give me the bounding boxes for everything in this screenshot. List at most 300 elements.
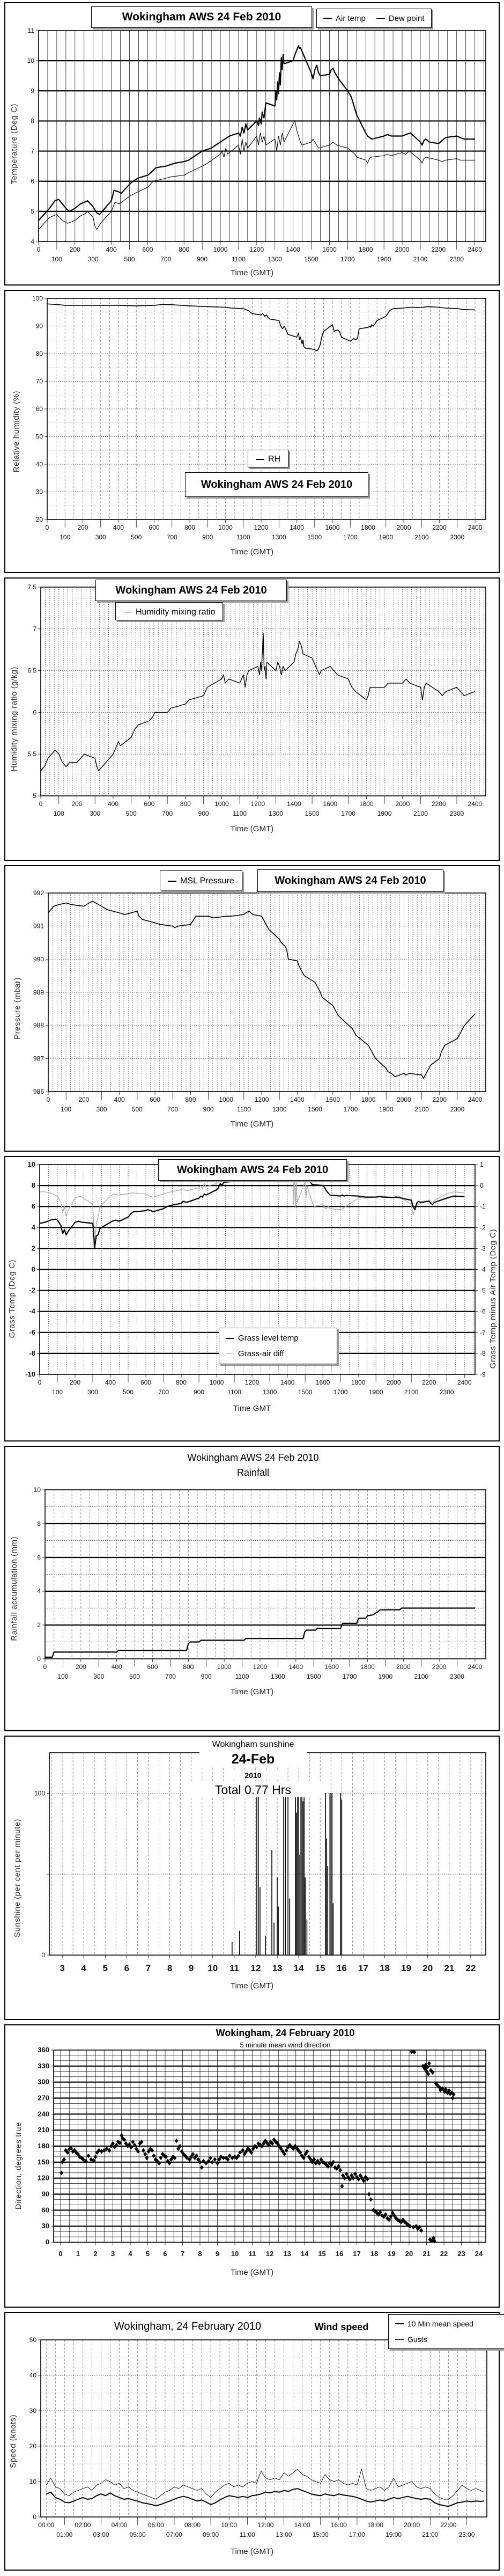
legend-entry: [395, 2335, 427, 2344]
svg-text:4: 4: [81, 1963, 86, 1973]
svg-text:300: 300: [87, 255, 99, 263]
svg-text:5: 5: [102, 1963, 108, 1973]
svg-text:0: 0: [39, 800, 43, 808]
svg-text:2300: 2300: [439, 1388, 454, 1396]
svg-text:6: 6: [31, 177, 34, 185]
svg-text:8: 8: [198, 2250, 202, 2258]
x-axis-label: Time (GMT): [230, 824, 274, 833]
svg-text:9: 9: [188, 1963, 194, 1973]
grass-temp-plot: [5, 1157, 499, 1440]
svg-text:18:00: 18:00: [367, 2521, 384, 2529]
svg-text:400: 400: [105, 1379, 116, 1386]
svg-text:12: 12: [265, 2250, 274, 2258]
svg-text:14: 14: [300, 2250, 309, 2258]
svg-text:2200: 2200: [432, 1096, 447, 1103]
svg-text:08:00: 08:00: [184, 2521, 201, 2529]
y-axis-label-wrap: [9, 2313, 18, 2570]
legend-label: 10 Min mean speed: [407, 2319, 473, 2328]
svg-text:1400: 1400: [290, 1096, 305, 1103]
svg-text:988: 988: [33, 1021, 44, 1029]
svg-text:100: 100: [32, 295, 43, 302]
svg-text:20: 20: [29, 2442, 36, 2450]
legend-label: Dew point: [388, 13, 425, 23]
svg-text:14: 14: [293, 1963, 304, 1973]
svg-text:2400: 2400: [468, 1663, 483, 1671]
svg-text:18: 18: [370, 2250, 379, 2258]
svg-text:-5: -5: [480, 1286, 486, 1294]
svg-text:2400: 2400: [457, 1379, 472, 1386]
svg-text:100: 100: [53, 810, 64, 817]
svg-text:2200: 2200: [431, 800, 446, 808]
svg-text:1500: 1500: [305, 810, 320, 817]
y-axis-label: Pressure (mbar): [13, 977, 22, 1040]
legend-label: Grass-air diff: [238, 1349, 284, 1358]
svg-text:990: 990: [33, 955, 44, 963]
svg-text:210: 210: [38, 2126, 49, 2134]
legend: [219, 1328, 337, 1364]
svg-text:270: 270: [38, 2094, 49, 2102]
svg-text:22: 22: [465, 1963, 476, 1973]
svg-text:01:00: 01:00: [56, 2531, 73, 2538]
chart-panel-rainfall: [4, 1446, 500, 1731]
svg-text:100: 100: [34, 1789, 45, 1797]
svg-text:17: 17: [358, 1963, 368, 1973]
svg-text:0: 0: [43, 1663, 47, 1671]
svg-text:1300: 1300: [271, 1673, 285, 1680]
svg-text:500: 500: [129, 1673, 140, 1680]
svg-text:2000: 2000: [386, 1379, 401, 1386]
svg-text:0: 0: [58, 2250, 63, 2258]
svg-text:2100: 2100: [414, 1106, 429, 1113]
svg-text:2: 2: [37, 1621, 41, 1629]
svg-text:600: 600: [149, 524, 160, 531]
svg-text:1900: 1900: [368, 1388, 383, 1396]
svg-text:40: 40: [29, 2372, 36, 2379]
y-axis-label: Grass Temp (Deg C): [8, 1259, 17, 1338]
svg-text:40: 40: [35, 460, 43, 468]
svg-text:1600: 1600: [323, 800, 338, 808]
svg-text:50: 50: [29, 2336, 36, 2344]
pressure-plot: [5, 866, 499, 1151]
svg-text:1900: 1900: [378, 1673, 393, 1680]
svg-text:100: 100: [57, 1673, 69, 1680]
y-axis-label-wrap: [8, 1157, 17, 1440]
svg-text:2400: 2400: [468, 1096, 483, 1103]
svg-text:10: 10: [33, 1486, 41, 1494]
svg-text:150: 150: [38, 2157, 49, 2166]
legend-entry: [256, 455, 280, 464]
svg-text:2200: 2200: [421, 1379, 436, 1386]
svg-text:-2: -2: [480, 1224, 486, 1232]
svg-text:30: 30: [29, 2407, 36, 2414]
svg-text:60: 60: [35, 405, 43, 413]
svg-text:07:00: 07:00: [166, 2531, 182, 2538]
chart-panel-grass-temp: [4, 1156, 500, 1441]
svg-text:4: 4: [128, 2250, 132, 2258]
legend-label: RH: [268, 455, 281, 464]
svg-text:-4: -4: [29, 1307, 35, 1315]
svg-text:16: 16: [335, 2250, 344, 2258]
svg-text:800: 800: [185, 1096, 196, 1103]
chart-title: Wokingham, 24 February 2010: [194, 2028, 376, 2039]
y-axis-label: Speed (knots): [9, 2414, 18, 2468]
svg-text:8: 8: [31, 117, 34, 125]
svg-text:0: 0: [33, 2513, 36, 2521]
svg-text:11: 11: [248, 2250, 256, 2258]
svg-text:1800: 1800: [359, 800, 374, 808]
chart-year-label: 2010: [226, 1771, 280, 1780]
svg-text:-2: -2: [29, 1286, 35, 1294]
svg-text:2000: 2000: [396, 524, 411, 531]
svg-text:500: 500: [123, 1388, 134, 1396]
svg-text:0: 0: [31, 1265, 35, 1274]
svg-text:-1: -1: [480, 1203, 486, 1211]
svg-text:03:00: 03:00: [93, 2531, 109, 2538]
svg-text:10: 10: [27, 1160, 35, 1168]
svg-text:19: 19: [401, 1963, 412, 1973]
chart-title: Wokingham AWS 24 Feb 2010: [91, 6, 312, 28]
svg-text:1900: 1900: [379, 533, 394, 541]
svg-text:600: 600: [150, 1096, 161, 1103]
legend-line-swatch-icon: [256, 459, 264, 460]
y-axis-label: Humidity mixing ratio (g/kg): [10, 667, 19, 772]
svg-text:1300: 1300: [268, 255, 283, 263]
svg-text:1400: 1400: [287, 800, 301, 808]
svg-text:1400: 1400: [280, 1379, 295, 1386]
svg-text:00:00: 00:00: [38, 2521, 55, 2529]
chart-title-2: Wind speed: [301, 2322, 382, 2333]
svg-text:300: 300: [96, 1106, 107, 1113]
svg-text:10: 10: [231, 2250, 239, 2258]
svg-text:1800: 1800: [351, 1379, 366, 1386]
svg-text:800: 800: [184, 524, 196, 531]
svg-text:1800: 1800: [358, 246, 373, 253]
legend: [160, 870, 242, 890]
svg-text:1700: 1700: [340, 255, 355, 263]
svg-text:500: 500: [124, 255, 135, 263]
svg-text:500: 500: [131, 533, 142, 541]
svg-text:700: 700: [158, 1388, 169, 1396]
svg-text:19:00: 19:00: [386, 2531, 402, 2538]
svg-text:700: 700: [166, 533, 177, 541]
humidity-plot: [5, 291, 499, 572]
svg-text:20: 20: [405, 2250, 413, 2258]
svg-text:05:00: 05:00: [129, 2531, 146, 2538]
svg-text:2200: 2200: [431, 246, 446, 253]
svg-text:12: 12: [250, 1963, 261, 1973]
svg-text:2200: 2200: [432, 1663, 447, 1671]
svg-text:400: 400: [107, 800, 118, 808]
svg-text:9: 9: [31, 87, 34, 95]
svg-text:5: 5: [145, 2250, 150, 2258]
svg-text:1100: 1100: [236, 1106, 251, 1113]
svg-text:5: 5: [33, 792, 36, 800]
svg-text:7: 7: [33, 625, 36, 633]
legend-entry: [226, 1334, 299, 1343]
svg-text:2: 2: [93, 2250, 98, 2258]
svg-text:989: 989: [33, 989, 44, 996]
legend: [316, 9, 432, 28]
svg-text:1100: 1100: [227, 1388, 241, 1396]
svg-text:2100: 2100: [414, 1673, 429, 1680]
svg-text:7: 7: [31, 147, 34, 155]
svg-text:2100: 2100: [413, 255, 428, 263]
svg-text:1000: 1000: [218, 524, 233, 531]
svg-text:6: 6: [37, 1554, 41, 1561]
svg-text:1: 1: [76, 2250, 80, 2258]
svg-text:1400: 1400: [290, 524, 304, 531]
chart-panel-wind-speed: [4, 2312, 500, 2571]
chart-date-label: 24-Feb: [199, 1752, 307, 1767]
svg-text:11: 11: [229, 1963, 239, 1973]
svg-text:14:00: 14:00: [294, 2521, 310, 2529]
svg-text:7: 7: [180, 2250, 185, 2258]
svg-text:1400: 1400: [286, 246, 300, 253]
svg-text:10: 10: [27, 57, 34, 65]
svg-text:06:00: 06:00: [147, 2521, 164, 2529]
svg-text:2300: 2300: [449, 810, 464, 817]
y2-axis-label-wrap: [488, 1157, 498, 1440]
svg-text:1200: 1200: [244, 1379, 260, 1386]
legend-entry: [123, 608, 215, 617]
svg-text:12:00: 12:00: [257, 2521, 274, 2529]
svg-text:13:00: 13:00: [276, 2531, 292, 2538]
svg-text:1000: 1000: [219, 1096, 234, 1103]
svg-text:100: 100: [51, 1388, 63, 1396]
svg-text:800: 800: [179, 246, 190, 253]
svg-text:1000: 1000: [214, 800, 229, 808]
svg-text:200: 200: [78, 1096, 90, 1103]
y-axis-label: Temperature (Deg C): [10, 103, 19, 185]
svg-text:13: 13: [272, 1963, 283, 1973]
svg-text:50: 50: [35, 433, 43, 441]
svg-text:60: 60: [41, 2206, 49, 2214]
svg-text:100: 100: [51, 255, 62, 263]
svg-text:1100: 1100: [236, 533, 250, 541]
svg-text:1400: 1400: [288, 1663, 303, 1671]
svg-text:100: 100: [61, 1106, 72, 1113]
legend-label: Humidity mixing ratio: [136, 607, 216, 617]
y-axis-label-wrap: [10, 3, 19, 284]
svg-text:23: 23: [457, 2250, 465, 2258]
svg-text:1500: 1500: [304, 255, 318, 263]
svg-text:700: 700: [160, 255, 172, 263]
y-axis-label: Sunshine (per cent per minute): [13, 1818, 22, 1937]
svg-text:16: 16: [336, 1963, 347, 1973]
svg-text:2300: 2300: [450, 533, 465, 541]
chart-panel-mixing-ratio: [4, 577, 500, 861]
svg-text:400: 400: [114, 1096, 125, 1103]
svg-text:300: 300: [95, 533, 106, 541]
svg-text:2200: 2200: [432, 524, 447, 531]
svg-text:6: 6: [33, 708, 36, 716]
svg-text:24: 24: [475, 2250, 483, 2258]
legend-line-swatch-icon: [226, 1353, 234, 1354]
svg-text:900: 900: [194, 1388, 205, 1396]
svg-text:900: 900: [203, 1106, 214, 1113]
legend-line-swatch-icon: [226, 1338, 234, 1339]
svg-text:330: 330: [38, 2061, 49, 2070]
svg-text:1500: 1500: [307, 533, 322, 541]
svg-text:1300: 1300: [272, 1106, 287, 1113]
svg-text:2000: 2000: [397, 1096, 411, 1103]
chart-title: Wokingham AWS 24 Feb 2010: [158, 1159, 347, 1181]
svg-text:21: 21: [423, 2250, 431, 2258]
svg-text:700: 700: [167, 1106, 179, 1113]
svg-text:21: 21: [444, 1963, 455, 1973]
wind-speed-plot: [5, 2313, 499, 2570]
svg-text:1600: 1600: [324, 1663, 339, 1671]
legend: [388, 2314, 504, 2349]
svg-text:-6: -6: [29, 1328, 35, 1336]
svg-text:0: 0: [37, 1655, 41, 1663]
legend-line-swatch-icon: [376, 18, 385, 19]
x-axis-label: Time (GMT): [230, 268, 274, 277]
legend-label: MSL Pressure: [180, 876, 234, 885]
svg-text:15: 15: [315, 1963, 325, 1973]
svg-text:10:00: 10:00: [221, 2521, 238, 2529]
svg-text:700: 700: [165, 1673, 176, 1680]
svg-text:1100: 1100: [233, 810, 247, 817]
legend-line-swatch-icon: [323, 18, 332, 19]
svg-text:20:00: 20:00: [404, 2521, 420, 2529]
svg-text:2000: 2000: [396, 1663, 411, 1671]
chart-title: Wokingham, 24 February 2010: [83, 2321, 292, 2333]
x-axis-label: Time (GMT): [230, 2547, 274, 2556]
svg-text:04:00: 04:00: [111, 2521, 128, 2529]
svg-text:600: 600: [147, 1663, 158, 1671]
svg-text:0: 0: [480, 1182, 484, 1190]
svg-text:-6: -6: [480, 1307, 486, 1315]
svg-text:2: 2: [31, 1244, 35, 1253]
svg-text:0: 0: [38, 1379, 42, 1386]
svg-text:1900: 1900: [376, 255, 391, 263]
svg-text:300: 300: [93, 1673, 105, 1680]
svg-text:0: 0: [45, 2238, 49, 2246]
svg-text:2400: 2400: [468, 800, 483, 808]
svg-text:1200: 1200: [249, 246, 264, 253]
svg-text:800: 800: [176, 1379, 187, 1386]
svg-text:20: 20: [423, 1963, 433, 1973]
svg-text:0: 0: [41, 1951, 45, 1959]
x-axis-label: Time (GMT): [230, 547, 274, 557]
svg-text:900: 900: [201, 1673, 212, 1680]
svg-text:-7: -7: [480, 1328, 486, 1336]
svg-text:90: 90: [41, 2190, 49, 2198]
svg-text:1600: 1600: [325, 1096, 340, 1103]
svg-text:600: 600: [140, 1379, 152, 1386]
svg-text:200: 200: [70, 1379, 81, 1386]
svg-text:6: 6: [163, 2250, 167, 2258]
svg-text:1800: 1800: [360, 1663, 375, 1671]
x-axis-label: Time (GMT): [230, 1119, 274, 1129]
svg-text:17: 17: [353, 2250, 361, 2258]
legend-entry: [323, 14, 366, 23]
svg-text:600: 600: [142, 246, 153, 253]
svg-text:2300: 2300: [450, 1673, 464, 1680]
svg-text:7.5: 7.5: [27, 583, 36, 591]
y-axis-label: Direction, degrees true: [14, 2122, 23, 2210]
svg-text:100: 100: [60, 533, 71, 541]
svg-text:2400: 2400: [468, 246, 483, 253]
legend-entry: [395, 2319, 473, 2328]
svg-text:1900: 1900: [377, 810, 392, 817]
svg-text:18: 18: [380, 1963, 390, 1973]
svg-text:17:00: 17:00: [349, 2531, 365, 2538]
svg-text:240: 240: [38, 2110, 49, 2118]
svg-text:-9: -9: [480, 1371, 486, 1378]
svg-text:360: 360: [38, 2046, 49, 2054]
svg-text:1700: 1700: [342, 1673, 357, 1680]
x-axis-label: Time (GMT): [230, 1687, 274, 1696]
svg-text:1200: 1200: [254, 524, 269, 531]
svg-text:1100: 1100: [232, 255, 246, 263]
svg-text:400: 400: [111, 1663, 122, 1671]
svg-text:02:00: 02:00: [75, 2521, 91, 2529]
svg-text:23:00: 23:00: [458, 2531, 475, 2538]
legend-line-swatch-icon: [168, 881, 176, 882]
y2-axis-label: Grass Temp minus Air Temp (Deg C): [488, 1228, 498, 1369]
svg-text:1300: 1300: [262, 1388, 277, 1396]
svg-text:1600: 1600: [322, 246, 337, 253]
svg-text:13: 13: [283, 2250, 291, 2258]
svg-text:2000: 2000: [395, 246, 410, 253]
svg-text:1600: 1600: [325, 524, 340, 531]
chart-panel-wind-direction: [4, 2024, 500, 2308]
svg-text:987: 987: [33, 1055, 44, 1063]
chart-panel-humidity: [4, 290, 500, 573]
svg-text:1700: 1700: [333, 1388, 348, 1396]
svg-text:4: 4: [31, 1223, 35, 1232]
y-axis-label-wrap: [12, 291, 21, 572]
chart-title: Wokingham sunshine: [173, 1740, 333, 1750]
svg-text:8: 8: [31, 1181, 35, 1190]
svg-text:1300: 1300: [269, 810, 283, 817]
svg-text:200: 200: [75, 1663, 86, 1671]
svg-text:30: 30: [41, 2222, 49, 2230]
svg-text:400: 400: [113, 524, 124, 531]
svg-text:1200: 1200: [254, 1096, 269, 1103]
svg-text:19: 19: [388, 2250, 396, 2258]
svg-text:15:00: 15:00: [312, 2531, 329, 2538]
svg-text:16:00: 16:00: [330, 2521, 347, 2529]
svg-text:-8: -8: [480, 1349, 486, 1357]
svg-text:2100: 2100: [413, 810, 428, 817]
svg-text:400: 400: [106, 246, 117, 253]
svg-text:2000: 2000: [395, 800, 410, 808]
svg-text:3: 3: [60, 1963, 65, 1973]
chart-title: Wokingham AWS 24 Feb 2010: [95, 580, 287, 601]
svg-text:991: 991: [33, 922, 44, 930]
svg-text:2300: 2300: [449, 255, 464, 263]
chart-panel-temperature: [4, 2, 500, 286]
legend-label: Grass level temp: [238, 1334, 299, 1343]
x-axis-label: Time (GMT): [230, 1981, 274, 1990]
svg-text:09:00: 09:00: [203, 2531, 219, 2538]
mixing-ratio-plot: [5, 579, 499, 860]
svg-text:900: 900: [202, 533, 213, 541]
svg-text:1600: 1600: [315, 1379, 330, 1386]
svg-text:200: 200: [71, 800, 83, 808]
svg-text:986: 986: [33, 1088, 44, 1095]
svg-text:600: 600: [144, 800, 155, 808]
y-axis-label-wrap: [13, 1737, 22, 2019]
chart-subtitle: Rainfall: [199, 1467, 307, 1479]
svg-text:700: 700: [162, 810, 173, 817]
svg-text:8: 8: [37, 1520, 41, 1527]
svg-text:1500: 1500: [308, 1106, 322, 1113]
svg-text:90: 90: [35, 322, 43, 330]
